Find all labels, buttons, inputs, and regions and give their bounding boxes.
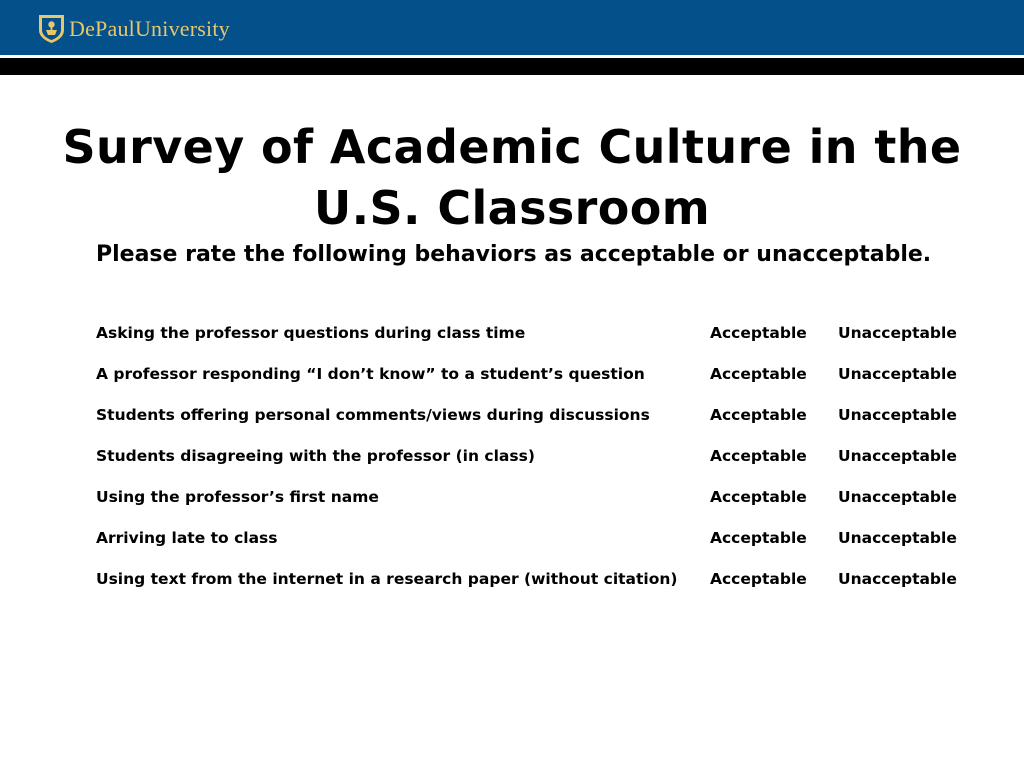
survey-row (96, 363, 966, 404)
option-acceptable[interactable]: Acceptable (710, 447, 807, 465)
survey-row (96, 568, 966, 609)
option-unacceptable[interactable]: Unacceptable (838, 570, 957, 588)
slide-title (60, 117, 964, 239)
option-unacceptable[interactable]: Unacceptable (838, 529, 957, 547)
header-black-band (0, 58, 1024, 75)
option-acceptable[interactable]: Acceptable (710, 324, 807, 342)
survey-list (96, 322, 966, 609)
survey-row (96, 486, 966, 527)
survey-question: A professor responding “I don’t know” to a student’s question (96, 365, 645, 383)
option-unacceptable[interactable]: Unacceptable (838, 365, 957, 383)
shield-icon (38, 14, 65, 44)
option-unacceptable[interactable]: Unacceptable (838, 447, 957, 465)
title-line-1: Survey of Academic Culture in the (62, 120, 962, 174)
option-unacceptable[interactable]: Unacceptable (838, 488, 957, 506)
option-acceptable[interactable]: Acceptable (710, 488, 807, 506)
survey-row (96, 404, 966, 445)
depaul-logo (38, 14, 230, 44)
slide-subtitle: Please rate the following behaviors as acceptable or unacceptable. (96, 242, 932, 267)
option-acceptable[interactable]: Acceptable (710, 365, 807, 383)
survey-question: Students offering personal comments/views during discussions (96, 406, 650, 424)
option-unacceptable[interactable]: Unacceptable (838, 406, 957, 424)
survey-question: Using text from the internet in a research paper (without citation) (96, 570, 678, 588)
logo-name-second: University (134, 16, 230, 41)
logo-name-first: DePaul (69, 16, 135, 41)
option-unacceptable[interactable]: Unacceptable (838, 324, 957, 342)
survey-question: Asking the professor questions during class time (96, 324, 526, 342)
title-line-2: U.S. Classroom (313, 181, 711, 235)
option-acceptable[interactable]: Acceptable (710, 406, 807, 424)
logo-wordmark (69, 14, 230, 44)
option-acceptable[interactable]: Acceptable (710, 529, 807, 547)
survey-question: Using the professor’s first name (96, 488, 379, 506)
survey-row (96, 527, 966, 568)
survey-question: Students disagreeing with the professor (in class) (96, 447, 535, 465)
option-acceptable[interactable]: Acceptable (710, 570, 807, 588)
survey-row (96, 445, 966, 486)
survey-row (96, 322, 966, 363)
survey-question: Arriving late to class (96, 529, 278, 547)
